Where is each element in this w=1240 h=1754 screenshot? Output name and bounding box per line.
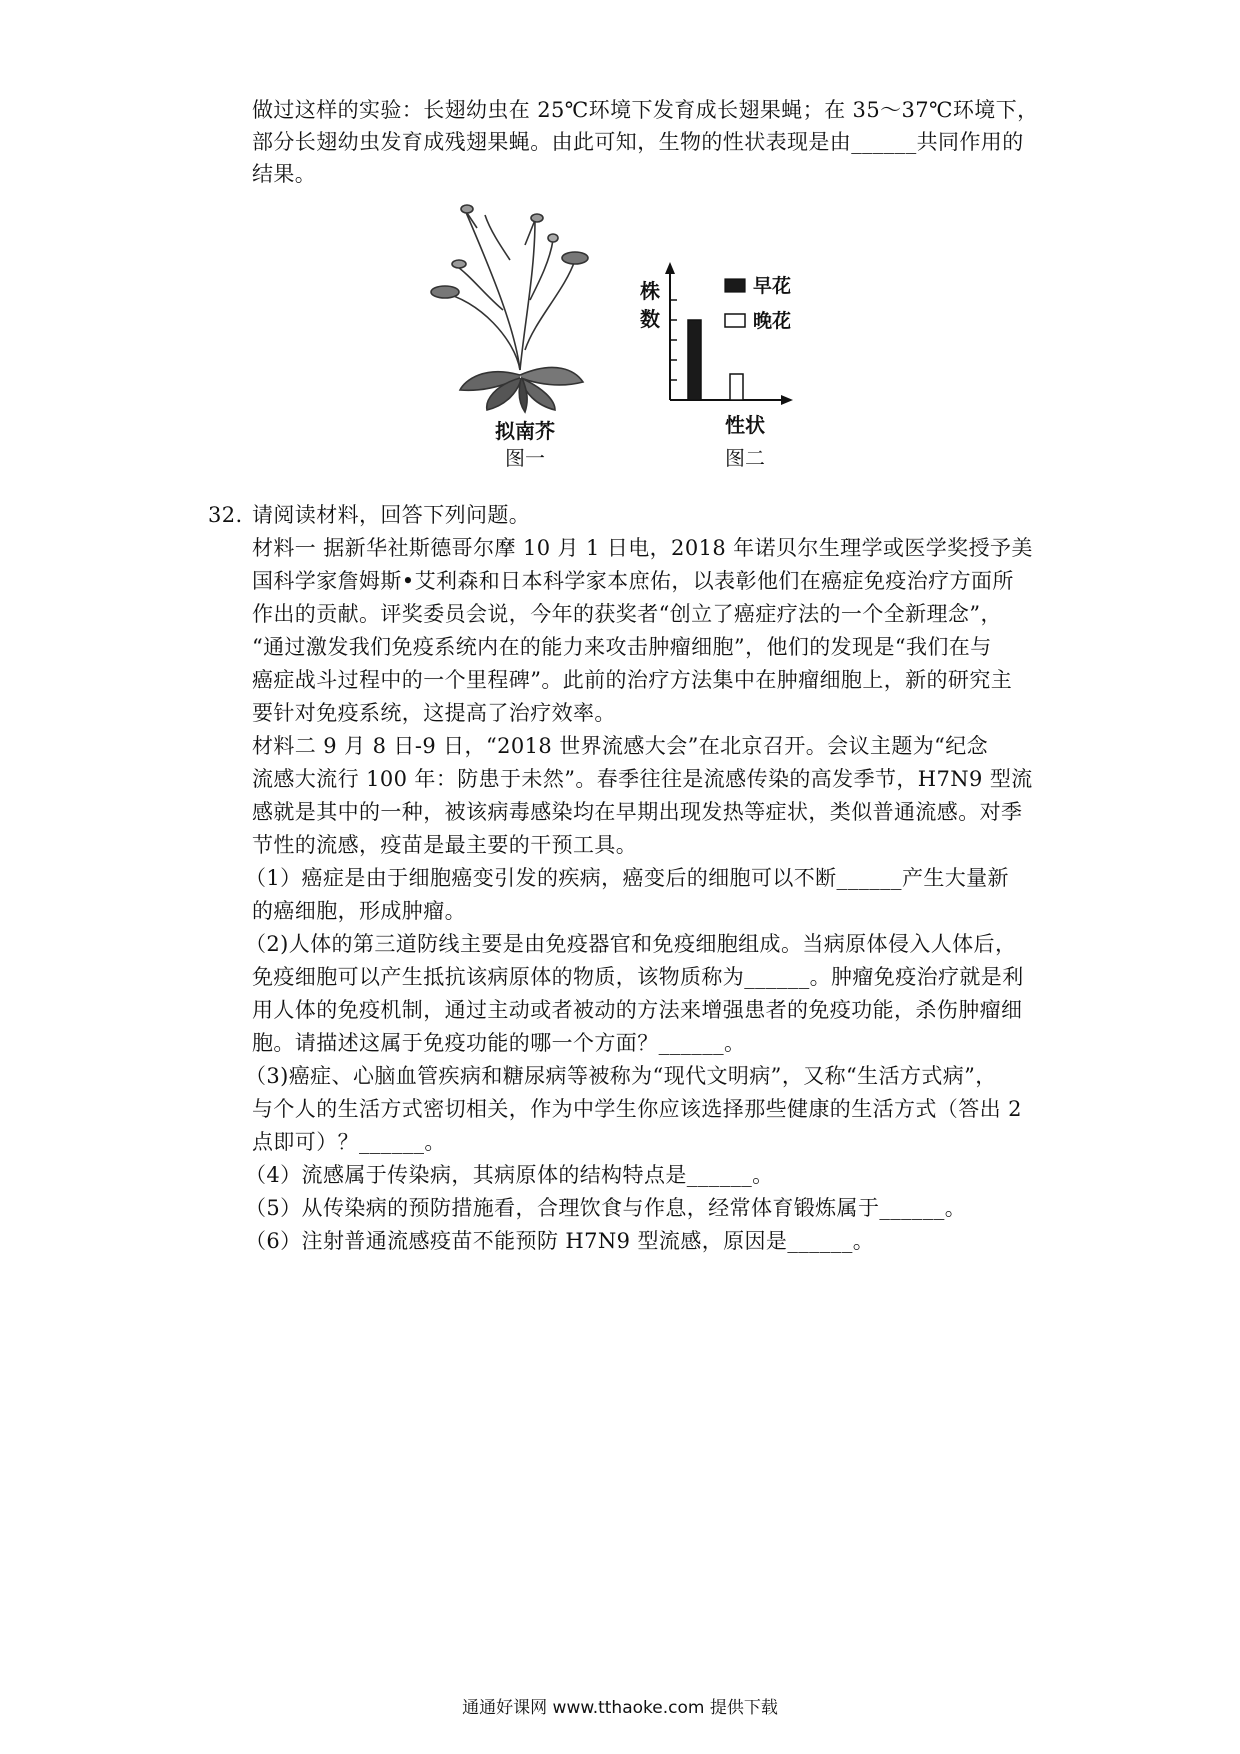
sub-question-line: （5）从传染病的预防措施看，合理饮食与作息，经常体育锻炼属于______。 [245,1196,967,1220]
material-two-line: 材料二 9 月 8 日-9 日，“2018 世界流感大会”在北京召开。会议主题为“纪念 [252,734,989,758]
sub-question-line: （3)癌症、心脑血管疾病和糖尿病等被称为“现代文明病”，又称“生活方式病”， [245,1064,997,1088]
legend-early-swatch [725,279,745,292]
intro-line-3: 结果。 [252,162,317,186]
figure-2-caption: 图二 [725,446,765,470]
material-one-line: “通过激发我们免疫系统内在的能力来攻击肿瘤细胞”，他们的发现是“我们在与 [252,635,992,659]
bar-late-flower [730,374,743,400]
sub-question-line: （2)人体的第三道防线主要是由免疫器官和免疫细胞组成。当病原体侵入人体后， [245,932,1017,956]
material-one-line: 作出的贡献。评奖委员会说，今年的获奖者“创立了癌症疗法的一个全新理念”， [252,602,1002,626]
sub-question-line: （4）流感属于传染病，其病原体的结构特点是______。 [245,1163,774,1187]
figure-1-name: 拟南芥 [495,419,555,443]
material-two-line: 流感大流行 100 年：防患于未然”。春季往往是流感传染的高发季节，H7N9 型流 [252,767,1033,791]
question-prompt: 请阅读材料，回答下列问题。 [252,503,531,527]
question-number: 32. [208,503,243,527]
figure-1-caption: 图一 [505,446,545,470]
material-one-line: 要针对免疫系统，这提高了治疗效率。 [252,701,616,725]
material-two-line: 节性的流感，疫苗是最主要的干预工具。 [252,833,638,857]
legend-late-swatch [725,314,745,327]
sub-question-line: 与个人的生活方式密切相关，作为中学生你应该选择那些健康的生活方式（答出 2 [252,1097,1022,1121]
bar-early-flower [688,320,701,400]
sub-question-line: 用人体的免疫机制，通过主动或者被动的方法来增强患者的免疫功能，杀伤肿瘤细 [252,998,1023,1022]
y-label-1: 株 [640,279,660,303]
intro-line-1: 做过这样的实验：长翅幼虫在 25℃环境下发育成长翅果蝇；在 35～37℃环境下， [252,98,1039,122]
y-axis-arrow [665,262,675,274]
figure-block [425,200,835,470]
sub-question-line: 的癌细胞，形成肿瘤。 [252,899,466,923]
material-one-line: 国科学家詹姆斯•艾利森和日本科学家本庶佑，以表彰他们在癌症免疫治疗方面所 [252,569,1014,593]
x-axis-label: 性状 [725,413,765,437]
arabidopsis-plant-illustration [431,205,588,412]
material-one-line: 材料一 据新华社斯德哥尔摩 10 月 1 日电，2018 年诺贝尔生理学或医学奖授予美 [252,536,1033,560]
material-two-line: 感就是其中的一种，被该病毒感染均在早期出现发热等症状，类似普通流感。对季 [252,800,1023,824]
footer-source: 通通好课网 www.tthaoke.com 提供下载 [462,1698,778,1718]
material-one-line: 癌症战斗过程中的一个里程碑”。此前的治疗方法集中在肿瘤细胞上，新的研究主 [252,668,1013,692]
y-label-2: 数 [640,307,660,331]
x-axis-arrow [781,395,793,405]
intro-line-2: 部分长翅幼虫发育成残翅果蝇。由此可知，生物的性状表现是由______共同作用的 [252,130,1024,154]
legend-early-label: 早花 [753,275,792,297]
legend-late-label: 晚花 [753,310,792,332]
sub-question-line: 免疫细胞可以产生抵抗该病原体的物质，该物质称为______。肿瘤免疫治疗就是利 [252,965,1024,989]
sub-question-line: 点即可）？______。 [252,1130,446,1154]
sub-question-line: （6）注射普通流感疫苗不能预防 H7N9 型流感，原因是______。 [245,1229,875,1253]
sub-question-line: 胞。请描述这属于免疫功能的哪一个方面？______。 [252,1031,746,1055]
sub-question-line: （1）癌症是由于细胞癌变引发的疾病，癌变后的细胞可以不断______产生大量新 [245,866,1009,890]
